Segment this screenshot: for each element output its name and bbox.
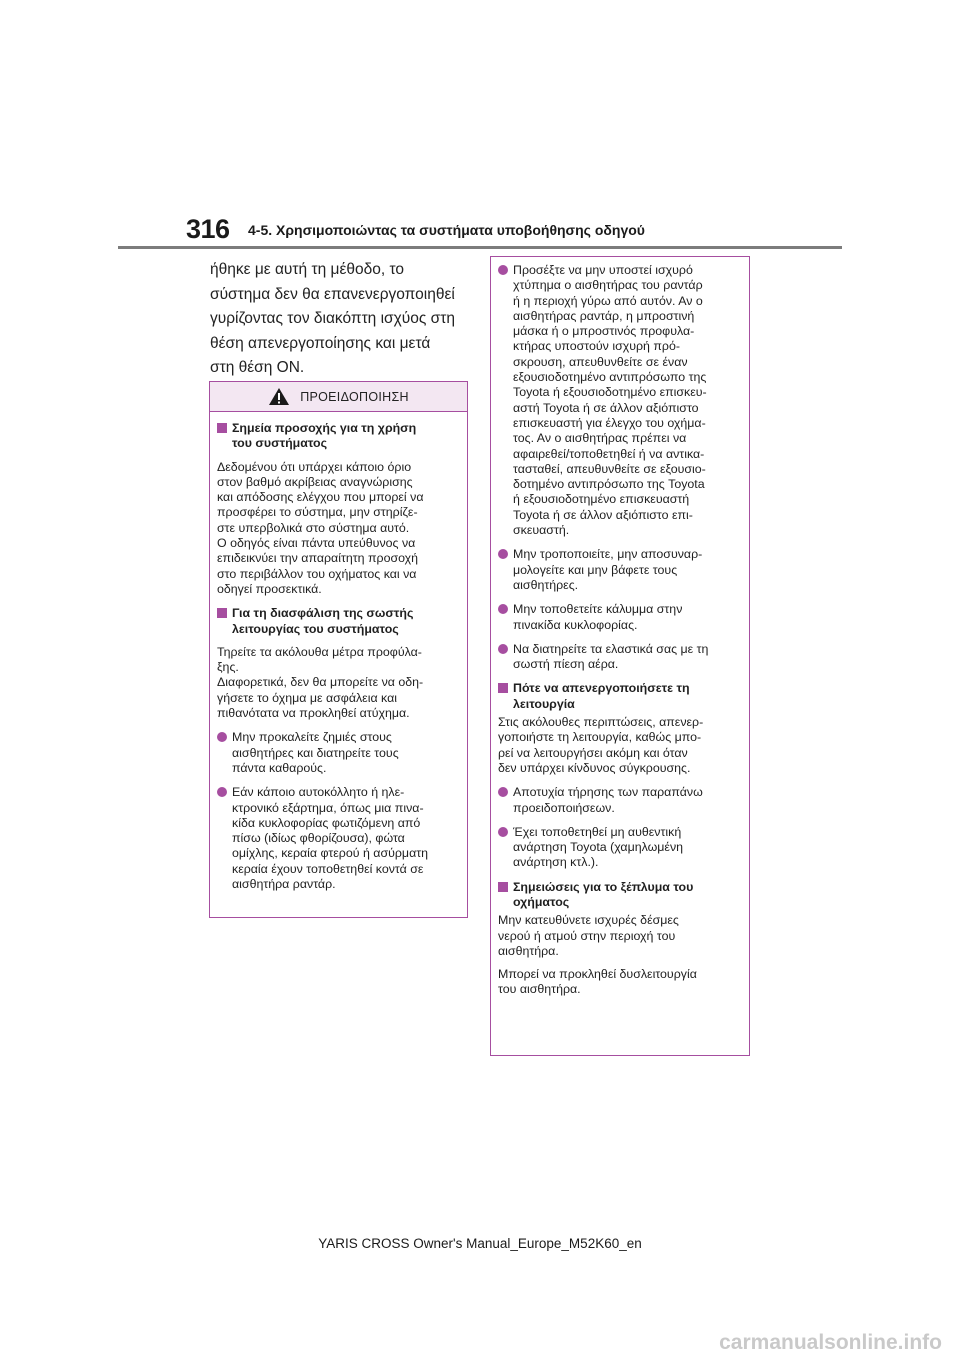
warning-text: Τηρείτε τα ακόλουθα μέτρα προφύλα- ξης. Διαφορετικά, δεν θα μπορείτε να οδη- γήσετε το όχημα με ασφάλεια και πιθανότατα να προκληθεί ατύχημα. <box>217 644 424 721</box>
round-bullet-icon <box>217 732 227 742</box>
warning-bullet: Να διατηρείτε τα ελαστικά σας με τη σωστή πίεση αέρα. <box>498 642 741 673</box>
warning-bullet: Εάν κάποιο αυτοκόλλητο ή ηλε- κτρονικό εξάρτημα, όπως μια πινα- κίδα κυκλοφορίας φωτιζόμενη από πίσω (ιδίως φθορίζουσα), φώτα ομίχλης, κεραία φτερού ή ασύρματη κεραία έχουν τοποθετηθεί κοντά σε αισθητήρα ραντάρ. <box>217 785 459 892</box>
warning-title: ΠΡΟΕΙΔΟΠΟΙΗΣΗ <box>300 389 409 404</box>
paragraph-line: στη θέση ΟΝ. <box>210 359 305 377</box>
square-bullet-icon <box>217 608 227 618</box>
warning-bullet: Μην προκαλείτε ζημιές στους αισθητήρες και διατηρείτε τους πάντα καθαρούς. <box>217 730 459 776</box>
section-title: 4-5. Χρησιμοποιώντας τα συστήματα υποβοήθησης οδηγού <box>248 222 645 238</box>
warning-continued-box <box>490 256 750 1056</box>
warning-text: Στις ακόλουθες περιπτώσεις, απενερ- γοποιήστε τη λειτουργία, καθώς μπο- ρεί να λειτουργήσει ακόμη και όταν δεν υπάρχει κίνδυνος σύγκρουσης. <box>498 715 704 775</box>
square-bullet-icon <box>498 683 508 693</box>
continued-body <box>491 257 749 998</box>
warning-header <box>210 382 467 412</box>
paragraph-line: σύστημα δεν θα επανενεργοποιηθεί <box>210 285 455 303</box>
warning-text: Μπορεί να προκληθεί δυσλειτουργία του αισθητήρα. <box>498 967 697 997</box>
warning-heading: Σημειώσεις για το ξέπλυμα του οχήματος <box>498 880 741 911</box>
warning-body <box>210 412 467 892</box>
header-divider <box>118 246 842 249</box>
warning-text: Μην κατευθύνετε ισχυρές δέσμες νερού ή ατμού στην περιοχή του αισθητήρα. <box>498 913 679 958</box>
watermark: carmanualsonline.info <box>719 1331 942 1354</box>
warning-triangle-icon <box>268 387 290 406</box>
paragraph-line: θέση απενεργοποίησης και μετά <box>210 334 431 352</box>
round-bullet-icon <box>498 265 508 275</box>
round-bullet-icon <box>498 604 508 614</box>
warning-bullet: Μην τροποποιείτε, μην αποσυναρ- μολογείτε και μην βάφετε τους αισθητήρες. <box>498 547 741 593</box>
square-bullet-icon <box>217 423 227 433</box>
warning-heading: Για τη διασφάλιση της σωστής λειτουργίας του συστήματος <box>217 606 459 637</box>
paragraph-line: ήθηκε με αυτή τη μέθοδο, το <box>210 261 404 278</box>
warning-bullet: Αποτυχία τήρησης των παραπάνω προειδοποιήσεων. <box>498 785 741 816</box>
round-bullet-icon <box>498 644 508 654</box>
warning-bullet: Προσέξτε να μην υποστεί ισχυρό χτύπημα ο αισθητήρας του ραντάρ ή η περιοχή γύρω από αυτόν. Αν ο αισθητήρας ραντάρ, η μπροστινή μάσκα ή ο μπροστινός προφυλα- κτήρας υποστούν ισχυρή πρό- σκρουση, απευθυνθείτε σε έναν εξουσιοδοτημένο αντιπρόσωπο της Toyota ή εξουσιοδοτημένο επισκευ- αστή Toyota ή σε άλλον αξιόπιστο επισκευαστή για έλεγχο του οχήμα- τος. Αν ο αισθητήρας πρέπει να αφαιρεθεί/τοποθετηθεί ή να αντικα- τασταθεί, απευθυνθείτε σε εξουσιο- δοτημένο αντιπρόσωπο της Toyota ή εξουσιοδοτημένο επισκευαστή Toyota ή σε άλλον αξιόπιστο επι- σκευαστή. <box>498 263 741 538</box>
warning-heading: Πότε να απενεργοποιήσετε τη λειτουργία <box>498 681 741 712</box>
paragraph-line: γυρίζοντας τον διακόπτη ισχύος στη <box>210 310 455 328</box>
warning-bullet: Μην τοποθετείτε κάλυμμα στην πινακίδα κυκλοφορίας. <box>498 602 741 633</box>
square-bullet-icon <box>498 882 508 892</box>
round-bullet-icon <box>498 787 508 797</box>
warning-bullet: Έχει τοποθετηθεί μη αυθεντική ανάρτηση Toyota (χαμηλωμένη ανάρτηση κτλ.). <box>498 825 741 871</box>
warning-text: Δεδομένου ότι υπάρχει κάποιο όριο στον βαθμό ακρίβειας αναγνώρισης και απόδοσης ελέγχου που μπορεί να προσφέρει το σύστημα, μην στηρίζε- στε υπερβολικά στο σύστημα αυτό. Ο οδηγός είναι πάντα υπεύθυνος να επιδεικνύει την απαραίτητη προσοχή στο περιβάλλον του οχήματος και να οδηγεί προσεκτικά. <box>217 459 424 596</box>
round-bullet-icon <box>498 827 508 837</box>
footer-manual-id: YARIS CROSS Owner's Manual_Europe_M52K60_en <box>318 1236 642 1251</box>
page-number: 316 <box>186 214 230 244</box>
warning-box <box>209 381 468 918</box>
round-bullet-icon <box>498 549 508 559</box>
warning-heading: Σημεία προσοχής για τη χρήση του συστήματος <box>217 421 459 452</box>
left-paragraph <box>210 258 472 381</box>
round-bullet-icon <box>217 787 227 797</box>
